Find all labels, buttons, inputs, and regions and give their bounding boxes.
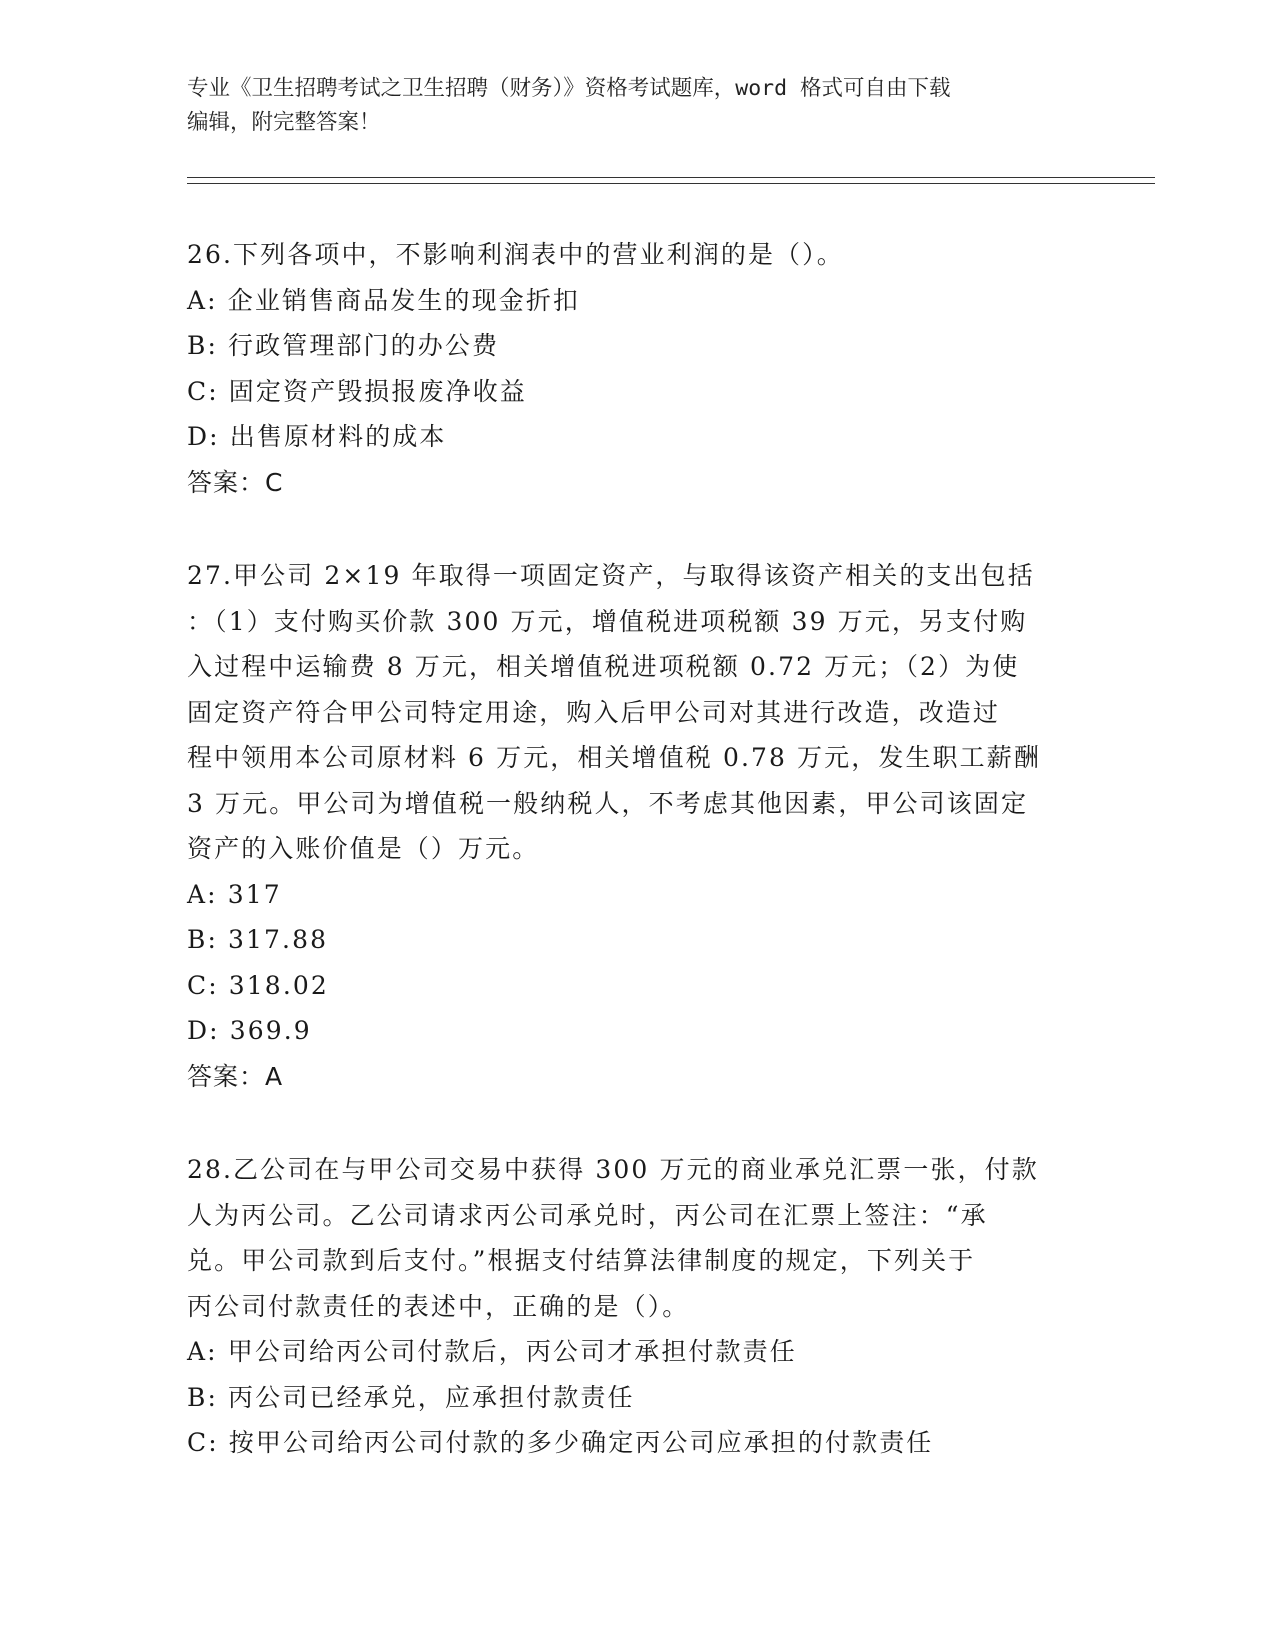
- option-d: D: 出售原材料的成本: [187, 422, 447, 451]
- option-b: B: 行政管理部门的办公费: [187, 331, 500, 360]
- header-divider: [187, 177, 1155, 184]
- option-d: D: 369.9: [187, 1016, 312, 1045]
- question-stem-line: 兑。甲公司款到后支付。”根据支付结算法律制度的规定，下列关于: [187, 1246, 976, 1275]
- question-28: [187, 1147, 1087, 1466]
- answer-label: 答案：: [187, 1061, 266, 1091]
- answer-value: C: [265, 467, 284, 497]
- question-stem-line: 丙公司付款责任的表述中，正确的是（）。: [187, 1291, 690, 1321]
- question-stem-line: 3 万元。甲公司为增值税一般纳税人，不考虑其他因素，甲公司该固定: [187, 788, 1029, 818]
- option-c: C: 按甲公司给丙公司付款的多少确定丙公司应承担的付款责任: [187, 1428, 934, 1457]
- answer-value: A: [265, 1061, 284, 1091]
- option-a: A: 甲公司给丙公司付款后，丙公司才承担付款责任: [187, 1337, 797, 1366]
- option-a: A: 317: [187, 879, 282, 909]
- header-line-2: 编辑，附完整答案！: [187, 110, 381, 135]
- question-stem-line: 程中领用本公司原材料 6 万元，相关增值税 0.78 万元，发生职工薪酬: [187, 743, 1041, 772]
- answer-label: 答案：: [187, 467, 266, 497]
- answer: [187, 460, 1087, 506]
- document-header: [187, 72, 1087, 140]
- option-b: B: 丙公司已经承兑，应承担付款责任: [187, 1382, 635, 1412]
- answer: [187, 1054, 1087, 1100]
- question-27: [187, 553, 1087, 1099]
- option-b: B: 317.88: [187, 925, 329, 954]
- question-stem-line: 28.乙公司在与甲公司交易中获得 300 万元的商业承兑汇票一张，付款: [187, 1155, 1039, 1184]
- option-c: C: 固定资产毁损报废净收益: [187, 376, 527, 406]
- question-stem-line: ：（1）支付购买价款 300 万元，增值税进项税额 39 万元，另支付购: [187, 606, 1028, 636]
- question-stem-line: 入过程中运输费 8 万元，相关增值税进项税额 0.72 万元；（2）为使: [187, 652, 1020, 681]
- option-a: A: 企业销售商品发生的现金折扣: [187, 285, 581, 315]
- question-stem-line: 人为丙公司。乙公司请求丙公司承兑时，丙公司在汇票上签注：“承: [187, 1200, 988, 1230]
- question-stem: 26.下列各项中，不影响利润表中的营业利润的是（）。: [187, 240, 844, 269]
- question-stem-line: 资产的入账价值是（）万元。: [187, 834, 540, 863]
- question-list: [187, 232, 1087, 1514]
- header-line-1: 专业《卫生招聘考试之卫生招聘（财务）》资格考试题库，word 格式可自由下载: [187, 76, 951, 101]
- question-stem-line: 27.甲公司 2×19 年取得一项固定资产，与取得该资产相关的支出包括: [187, 561, 1035, 590]
- option-c: C: 318.02: [187, 970, 329, 1000]
- question-stem-line: 固定资产符合甲公司特定用途，购入后甲公司对其进行改造，改造过: [187, 697, 1001, 727]
- question-26: [187, 232, 1087, 505]
